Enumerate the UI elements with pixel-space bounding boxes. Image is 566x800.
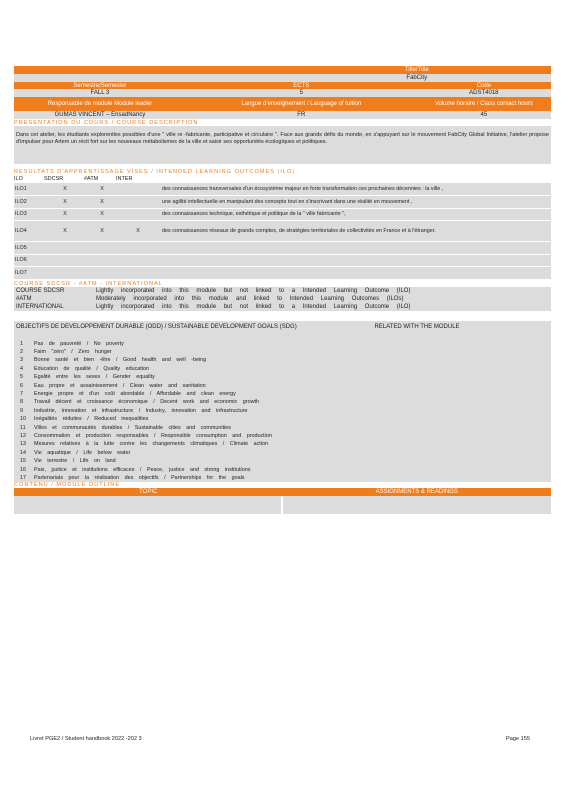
outline-body <box>14 496 551 514</box>
ilo-id: ILO3 <box>14 208 42 221</box>
ilo-text: des connaissances transversales d'un écosystème majeur en forte transformation ces prochaines décennies : la ville , <box>160 183 551 196</box>
ilo-inter-mark: X <box>116 221 160 242</box>
outline-assignments-header: ASSIGNMENTS & READINGS <box>375 489 458 496</box>
sdg-goal: Industrie, innovation et infrastructure / Industry, innovation and infrastructure <box>34 407 248 414</box>
sdg-row <box>16 407 549 415</box>
sdg-row <box>16 466 549 474</box>
sdg-goal: Consommation et production responsables / Responsible consumption and production <box>34 432 272 439</box>
sdg-number: 15 <box>20 458 26 465</box>
ilo-header-row <box>14 175 551 183</box>
sdg-number: 9 <box>20 407 23 414</box>
sdg-goal: Eau propre et assainissement / Clean water and sanitation <box>34 382 206 389</box>
footer-handbook: Livret PGE2 / Student handbook 2022 -202 3 <box>30 736 142 742</box>
sdg-number: 3 <box>20 357 23 364</box>
sdg-row <box>16 356 549 364</box>
ilo-sdcsr-mark: X <box>42 196 88 209</box>
ilo-sdcsr-mark <box>42 267 88 280</box>
ilo-text: des connaissances réseaux de grands comptes, de stratégies territoriales de collectivités en France et à l'étranger. <box>160 221 551 242</box>
responsable-label-row <box>14 97 551 111</box>
ilo-sdcsr-mark: X <box>42 208 88 221</box>
course-row-text: Moderately incorporated into this module and linked to Intended Learning Outcomes (ILOs) <box>96 295 404 302</box>
ilo-col-header: ILO <box>14 176 23 182</box>
language-value: FR <box>297 112 306 118</box>
ilo-atm-mark: X <box>88 208 116 221</box>
sdg-row <box>16 432 549 440</box>
sdg-row <box>16 340 549 348</box>
sdg-number: 4 <box>20 365 23 372</box>
ilo-inter-mark <box>116 208 160 221</box>
sdg-number: 11 <box>20 424 26 431</box>
ilo-atm-mark: X <box>88 221 116 242</box>
sdg-goal: Vie aquatique / Life below water <box>34 449 131 456</box>
presentation-title: PRESENTATION DU COURS / COURSE DESCRIPTION <box>14 120 199 126</box>
sdg-goal: Egalité entre les sexes / Gender equality <box>34 374 155 381</box>
inter-col-header: INTER <box>116 176 133 182</box>
ilo-atm-mark <box>88 267 116 280</box>
title-label-row <box>14 66 551 74</box>
sdg-related: RELATED WITH THE MODULE <box>374 323 460 330</box>
course-row-text: Lightly incorporated into this module but not linked to a Intended Learning Outcome (ILO) <box>96 287 411 294</box>
course-table <box>14 287 551 311</box>
sdg-number: 5 <box>20 374 23 381</box>
ilo-inter-mark <box>116 196 160 209</box>
sdg-number: 10 <box>20 416 26 423</box>
ilo-text <box>160 267 551 280</box>
sdg-number: 16 <box>20 466 26 473</box>
course-row-label: COURSE SDCSR <box>16 287 65 294</box>
ilo-sdcsr-mark <box>42 254 88 267</box>
ilo-row <box>14 183 551 196</box>
ilo-row <box>14 196 551 209</box>
sdg-block <box>14 321 551 483</box>
sdg-goal: Mesures relatives à la lutte contre les changements climatiques / Climate action <box>34 441 268 448</box>
sdg-number: 6 <box>20 382 23 389</box>
sdg-number: 7 <box>20 390 23 397</box>
sdg-goal: Energie propre et d'un coût abordable / Affordable and clean energy <box>34 390 236 397</box>
sdg-number: 2 <box>20 348 23 355</box>
sdg-goal: Vie terrestre / Life on land <box>34 458 116 465</box>
ilo-id: ILO6 <box>14 254 42 267</box>
ilo-atm-mark <box>88 254 116 267</box>
title-label: Title/Title <box>404 67 429 73</box>
page-footer <box>30 736 530 742</box>
title-value: FabCity <box>406 75 428 81</box>
sdg-row <box>16 348 549 356</box>
ilo-id: ILO5 <box>14 242 42 255</box>
module-sheet <box>14 66 551 514</box>
semester-value-row <box>14 89 551 97</box>
ilo-text: des connaissances technique, esthétique et politique de la " ville fabricante ", <box>160 208 551 221</box>
ilo-inter-mark <box>116 254 160 267</box>
ilo-row <box>14 208 551 221</box>
ilo-atm-mark <box>88 242 116 255</box>
sdg-goal: Faim "zéro" / Zero hunger <box>34 348 112 355</box>
sdg-row <box>16 398 549 406</box>
ilo-row <box>14 221 551 242</box>
course-row <box>14 303 551 311</box>
sdg-row <box>16 440 549 448</box>
sdg-number: 1 <box>20 340 23 347</box>
sdg-row <box>16 424 549 432</box>
ilo-id: ILO7 <box>14 267 42 280</box>
course-row-label: #ATM <box>16 295 32 302</box>
outline-assignments-cell <box>283 496 552 514</box>
code-value: ADST4018 <box>469 90 499 96</box>
sdg-number: 8 <box>20 399 23 406</box>
semester-label: Semestre/Semester <box>73 82 127 89</box>
footer-page-number: Page 155 <box>506 736 530 742</box>
outline-header <box>14 488 551 496</box>
volume-label: Volume horaire / Class contact hours <box>434 101 533 107</box>
ilo-atm-mark: X <box>88 196 116 209</box>
sdg-header <box>16 324 549 340</box>
course-title: COURSE SDCSR - #ATM - INTERNATIONAL <box>14 280 163 287</box>
semester-value: FALL 3 <box>90 90 110 96</box>
ilo-id: ILO2 <box>14 196 42 209</box>
volume-value: 45 <box>480 112 488 118</box>
title-value-row <box>14 74 551 82</box>
sdg-row <box>16 373 549 381</box>
ilo-id: ILO4 <box>14 221 42 242</box>
sdg-number: 13 <box>20 441 26 448</box>
sdg-goal: Paix, justice et institutions efficaces / Peace, justice and strong institutions <box>34 466 251 473</box>
ilo-atm-mark: X <box>88 183 116 196</box>
ilo-row <box>14 242 551 255</box>
sdg-number: 12 <box>20 432 26 439</box>
ilo-inter-mark <box>116 267 160 280</box>
sdg-goal: Villes et communautés durables / Sustainable cities and communities <box>34 424 231 431</box>
ilo-id: ILO1 <box>14 183 42 196</box>
sdg-goal: Bonne santé et bien -être / Good health and well -being <box>34 357 207 364</box>
ects-value: 5 <box>299 90 303 96</box>
course-row <box>14 295 551 303</box>
sdg-table <box>16 340 549 483</box>
sdg-row <box>16 382 549 390</box>
sdg-goal: Partenariats pour la réalisation des objectifs / Partnerships for the goals <box>34 475 245 481</box>
sdg-number: 14 <box>20 449 26 456</box>
sdg-goal: Inégalités réduites / Reduced inequalities <box>34 416 149 423</box>
sdg-number: 17 <box>20 475 26 481</box>
sdg-goal: Travail décent et croissance économique / Decent work and economic growth <box>34 399 259 406</box>
ilo-row <box>14 254 551 267</box>
language-label: Langue d'enseignement / Language of tuition <box>241 101 362 107</box>
ilo-sdcsr-mark: X <box>42 221 88 242</box>
ilo-row <box>14 267 551 280</box>
sdcsr-col-header: SDCSR <box>44 176 64 182</box>
code-label: Code <box>476 82 492 89</box>
sdg-goal: Education de qualité / Quality education <box>34 365 149 372</box>
sdg-goal: Pas de pauvreté / No poverty <box>34 340 124 347</box>
ilo-text: une agilité intellectuelle en manipulant des concepts tout en s'inscrivant dans une réalité en mouvement , <box>160 196 551 209</box>
course-row-label: INTERNATIONAL <box>16 303 64 310</box>
sdg-row <box>16 457 549 465</box>
ilo-text <box>160 254 551 267</box>
responsable-value-row <box>14 111 551 119</box>
ilo-sdcsr-mark: X <box>42 183 88 196</box>
ilo-inter-mark <box>116 242 160 255</box>
responsable-label: Responsable de module Module leader <box>47 101 153 107</box>
sdg-row <box>16 390 549 398</box>
outline-topic-cell <box>14 496 283 514</box>
ects-label: ECTS <box>293 82 310 89</box>
outline-title: CONTENU / MODULE OUTLINE <box>14 482 121 489</box>
ilo-text <box>160 242 551 255</box>
sdg-row <box>16 474 549 482</box>
ilo-table <box>14 183 551 280</box>
ilo-inter-mark <box>116 183 160 196</box>
ilo-sdcsr-mark <box>42 242 88 255</box>
ilo-title: RESULTATS D'APPRENTISSAGE VISES / INTENDED LEARNING OUTCOMES (ILO) <box>14 169 296 175</box>
sdg-row <box>16 415 549 423</box>
course-row <box>14 287 551 295</box>
sdg-row <box>16 365 549 373</box>
atm-col-header: #ATM <box>84 176 99 182</box>
sdg-title: OBJECTIFS DE DEVELOPPEMENT DURABLE (ODD) / SUSTAINABLE DEVELOPMENT GOALS (SDG) <box>16 323 297 330</box>
semester-label-row <box>14 82 551 89</box>
presentation-text: Dans cet atelier, les étudiants explorentles possibles d'une " ville re -fabricante, participative et circulaire ". Face aux grands défis du monde, en s'appuyant sur le mouvement FabCity Global Initiative, l'atelier propose d'impulser pour Artem un récit fort sur les nouveaux métabolismes de la ville et saisir ses opportunités écologiques et politiques. <box>14 126 551 164</box>
course-row-text: Lightly incorporated into this module but not linked to a Intended Learning Outcome (ILO) <box>96 303 411 310</box>
sdg-row <box>16 449 549 457</box>
responsable-value: GUMAS VINCENT – EnsadNancy <box>54 112 146 118</box>
outline-topic-header: TOPIC <box>139 489 158 496</box>
